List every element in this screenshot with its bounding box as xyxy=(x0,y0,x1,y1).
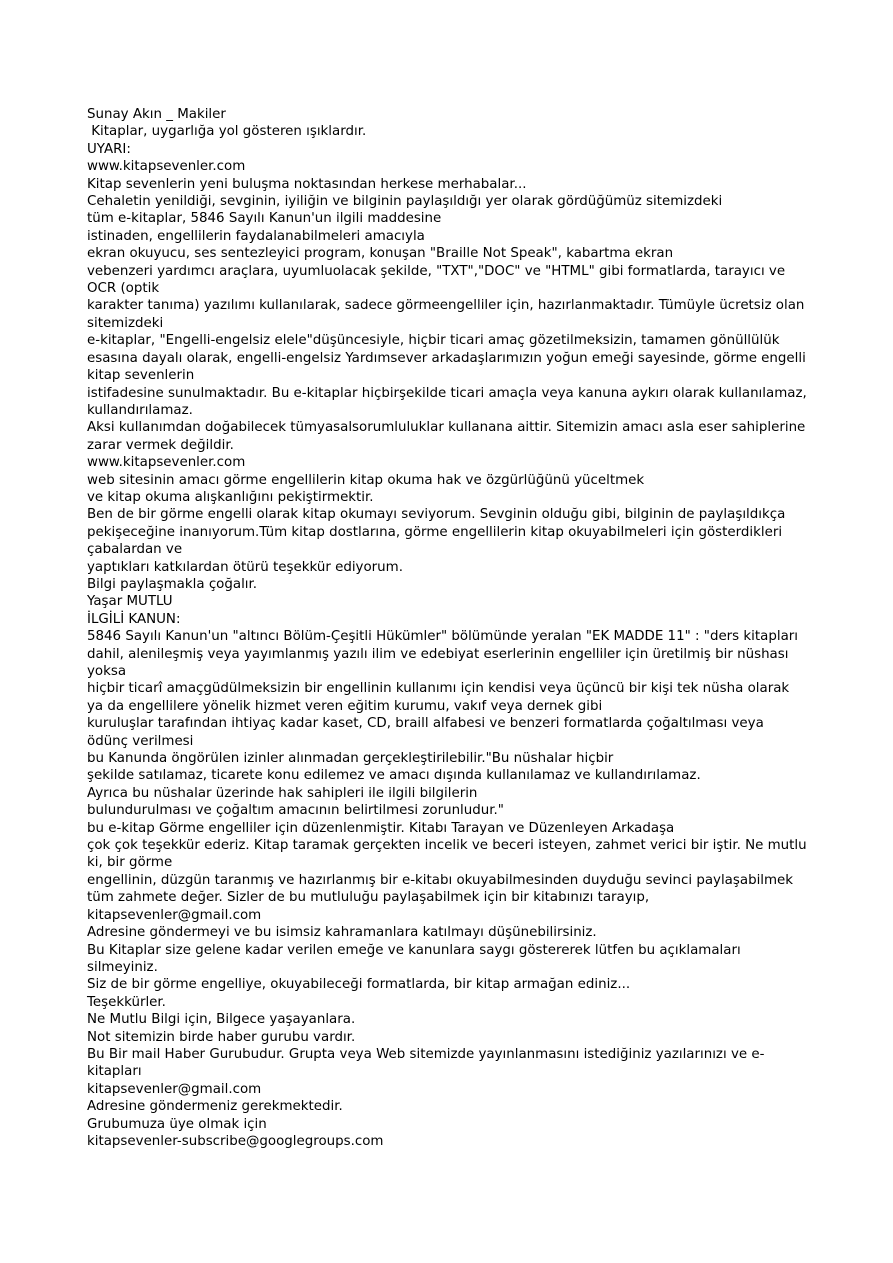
text-line: engellinin, düzgün taranmış ve hazırlanmış bir e-kitabı okuyabilmesinden duyduğu sevinci paylaşabilmek tüm zahmete değer. Sizler de bu mutluluğu paylaşabilmek için bir kitabınızı tarayıp, xyxy=(87,872,798,906)
text-line: şekilde satılamaz, ticarete konu edilemez ve amacı dışında kullanılamaz ve kullandırılamaz. xyxy=(87,768,701,784)
text-line: web sitesinin amacı görme engellilerin kitap okuma hak ve özgürlüğünü yüceltmek xyxy=(87,472,645,488)
book-title-line: Sunay Akın _ Makiler xyxy=(87,107,226,122)
text-line: e-kitaplar, "Engelli-engelsiz elele"düşüncesiyle, hiçbir ticari amaç gözetilmeksizin, tamamen gönüllülük esasına dayalı olarak, engelli-engelsiz Yardımsever arkadaşlarımızın yoğun emeği sayesinde, görme engelli kitap sevenlerin xyxy=(87,333,811,384)
text-line: istifadesine sunulmaktadır. Bu e-kitaplar hiçbirşekilde ticari amaçla veya kanuna aykırı olarak kullanılamaz, kullandırılamaz. xyxy=(87,385,812,418)
text-line: Ben de bir görme engelli olarak kitap okumayı seviyorum. Sevginin olduğu gibi, bilginin de paylaşıldıkça pekişeceğine inanıyorum.Tüm kitap dostlarına, görme engellilerin kitap okuyabilmeleri için gösterdikleri çabalardan ve xyxy=(87,507,790,558)
text-line: Aksi kullanımdan doğabilecek tümyasalsorumluluklar kullanana aittir. Sitemizin amacı asla eser sahiplerine zarar vermek değildir. xyxy=(87,420,810,453)
text-line: Bilgi paylaşmakla çoğalır. xyxy=(87,576,258,592)
email-link[interactable]: kitapsevenler@gmail.com xyxy=(87,1081,262,1097)
text-line: Adresine göndermeyi ve bu isimsiz kahramanlara katılmayı düşünebilirsiniz. xyxy=(87,925,597,941)
text-line: Bu Bir mail Haber Gurubudur. Grupta veya Web sitemizde yayınlanmasını istediğiniz yazılarınızı ve e-kitapları xyxy=(87,1046,765,1080)
text-line: ekran okuyucu, ses sentezleyici program, konuşan "Braille Not Speak", kabartma ekran xyxy=(87,246,674,262)
document-page xyxy=(87,106,812,1150)
text-line: 5846 Sayılı Kanun'un "altıncı Bölüm-Çeşitli Hükümler" bölümünde yeralan "EK MADDE 11" : "ders kitapları dahil, alenileşmiş veya yayımlanmış yazılı ilim ve edebiyat eserlerinin engelliler için üretilmiş bir nüshası yoksa xyxy=(87,629,803,679)
text-line: çok çok teşekkür ederiz. Kitap taramak gerçekten incelik ve beceri isteyen, zahmet verici bir iştir. Ne mutlu ki, bir görme xyxy=(87,838,811,871)
text-line: Ayrıca bu nüshalar üzerinde hak sahipleri ile ilgili bilgilerin xyxy=(87,785,478,801)
website-link[interactable]: www.kitapsevenler.com xyxy=(87,159,246,175)
text-line: tüm e-kitaplar, 5846 Sayılı Kanun'un ilgili maddesine xyxy=(87,211,442,227)
text-line: bulundurulması ve çoğaltım amacının belirtilmesi zorunludur." xyxy=(87,803,504,819)
text-line: vebenzeri yardımcı araçlara, uyumluolacak şekilde, "TXT","DOC" ve "HTML" gibi formatlarda, tarayıcı ve OCR (optik xyxy=(87,263,790,297)
website-link[interactable]: www.kitapsevenler.com xyxy=(87,455,246,471)
text-line: Not sitemizin birde haber gurubu vardır. xyxy=(87,1029,356,1045)
text-line: ve kitap okuma alışkanlığını pekiştirmektir. xyxy=(87,489,374,505)
text-line: Cehaletin yenildiği, sevginin, iyiliğin ve bilginin paylaşıldığı yer olarak gördüğümüz sitemizdeki xyxy=(87,194,723,210)
text-line: Kitap sevenlerin yeni buluşma noktasından herkese merhabalar... xyxy=(87,176,527,192)
text-line: Teşekkürler. xyxy=(87,994,166,1010)
text-line: bu e-kitap Görme engelliler için düzenlenmiştir. Kitabı Tarayan ve Düzenleyen Arkadaşa xyxy=(87,820,675,836)
text-line: Siz de bir görme engelliye, okuyabileceği formatlarda, bir kitap armağan ediniz... xyxy=(87,977,631,993)
text-line: istinaden, engellilerin faydalanabilmeleri amacıyla xyxy=(87,228,425,244)
warning-heading: UYARI: xyxy=(87,141,131,157)
text-line: Bu Kitaplar size gelene kadar verilen emeğe ve kanunlara saygı göstererek lütfen bu açıklamaları silmeyiniz. xyxy=(87,942,745,975)
text-line: Grubumuza üye olmak için xyxy=(87,1116,267,1132)
motto-line: Kitaplar, uygarlığa yol gösteren ışıklardır. xyxy=(87,124,367,140)
text-line: karakter tanıma) yazılımı kullanılarak, sadece görmeengelliler için, hazırlanmaktadır. Tümüyle ücretsiz olan sitemizdeki xyxy=(87,298,809,331)
law-heading: İLGİLİ KANUN: xyxy=(87,611,181,627)
text-line: bu Kanunda öngörülen izinler alınmadan gerçekleştirilebilir."Bu nüshalar hiçbir xyxy=(87,751,614,767)
text-line: yaptıkları katkılardan ötürü teşekkür ediyorum. xyxy=(87,559,403,575)
text-line: hiçbir ticarî amaçgüdülmeksizin bir engellinin kullanımı için kendisi veya üçüncü bir kişi tek nüsha olarak ya da engellilere yönelik hizmet veren eğitim kurumu, vakıf veya dernek gibi xyxy=(87,681,794,714)
text-line: kuruluşlar tarafından ihtiyaç kadar kaset, CD, braill alfabesi ve benzeri formatlarda çoğaltılması veya ödünç verilmesi xyxy=(87,716,769,749)
text-line: Adresine göndermeniz gerekmektedir. xyxy=(87,1099,343,1115)
text-line: Ne Mutlu Bilgi için, Bilgece yaşayanlara. xyxy=(87,1012,356,1028)
author-signature: Yaşar MUTLU xyxy=(87,594,173,610)
email-link[interactable]: kitapsevenler@gmail.com xyxy=(87,907,262,923)
subscribe-email-link[interactable]: kitapsevenler-subscribe@googlegroups.com xyxy=(87,1133,384,1149)
